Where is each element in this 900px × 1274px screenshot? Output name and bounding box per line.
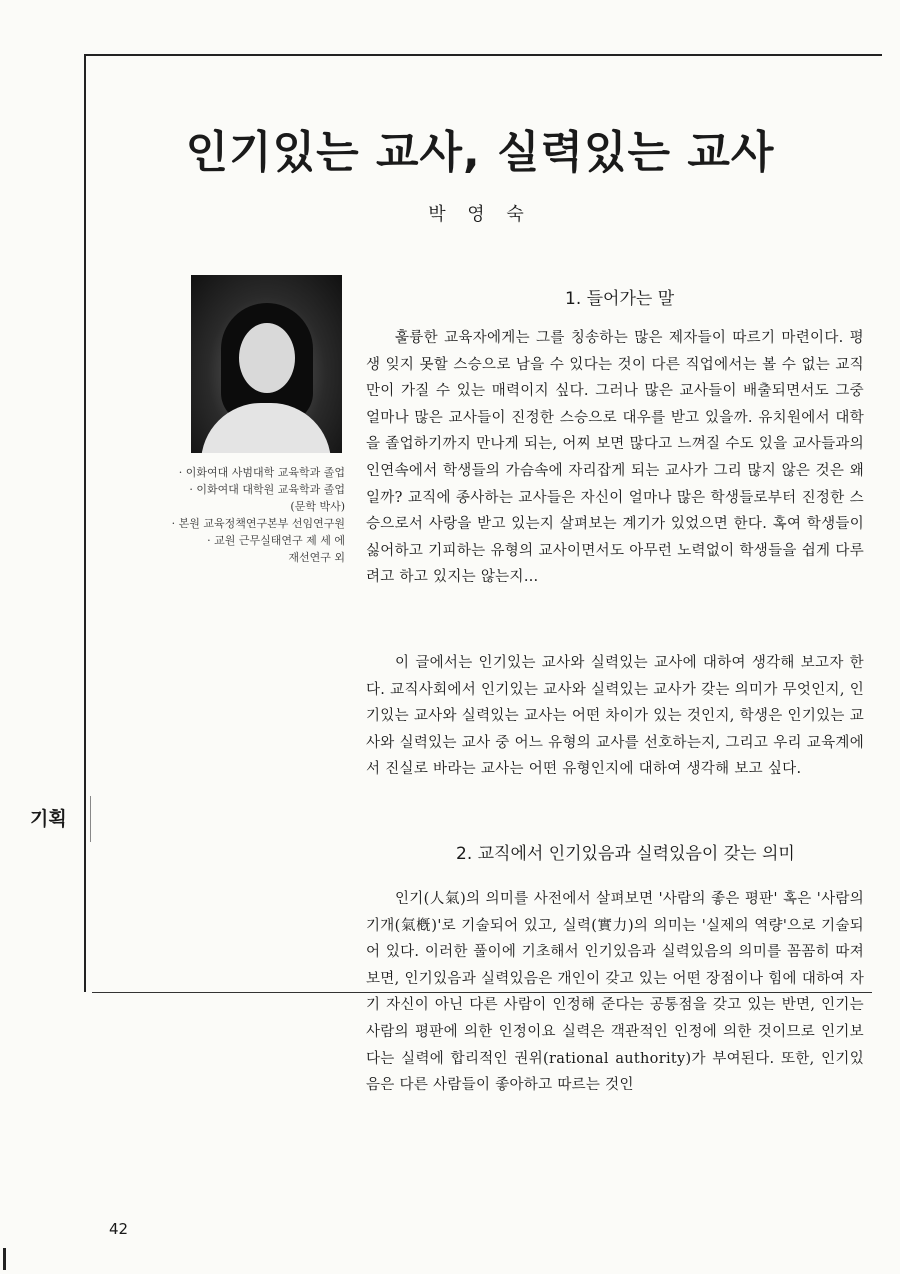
body-paragraph: 이 글에서는 인기있는 교사와 실력있는 교사에 대하여 생각해 보고자 한다. 교직사회에서 인기있는 교사와 실력있는 교사가 갖는 의미가 무엇인지, 인기있는 교사와 실력있는 교사는 어떤 차이가 있는 것인지, 학생은 인기있는 교사와 실력있는 교사 중 어느 유형의 교사를 선호하는지, 그리고 우리 교육계에서 진실로 바라는 교사는 어떤 유형인지에 대하여 생각해 보고 싶다. [366,655,864,778]
bio-line: · 이화여대 사범대학 교육학과 졸업 [178,466,345,479]
page-frame-top-rule [84,54,882,56]
bio-line: · 이화여대 대학원 교육학과 졸업 [189,483,345,496]
article-author: 박 영 숙 [428,204,532,225]
section-heading-meaning: 2. 교직에서 인기있음과 실력있음이 갖는 의미 [456,844,795,864]
bio-line: · 본원 교육정책연구본부 선임연구원 [171,517,345,530]
author-photo [191,275,342,453]
section-tab-label: 기획 [30,808,67,830]
section-heading-intro: 1. 들어가는 말 [565,289,675,309]
bio-line: (문학 박사) [290,500,345,513]
bio-line: 재선연구 외 [288,551,345,564]
section-tab-rule [90,796,91,842]
scan-edge-mark [3,1248,6,1270]
author-bio [105,464,345,566]
page-number: 42 [109,1220,129,1238]
article-title: 인기있는 교사, 실력있는 교사 [185,127,775,178]
bio-line: · 교원 근무실태연구 제 세 에 [207,534,345,547]
page-frame-left-rule [84,54,86,992]
body-paragraph: 인기(人氣)의 의미를 사전에서 살펴보면 '사람의 좋은 평판' 혹은 '사람의 기개(氣槪)'로 기술되어 있고, 실력(實力)의 의미는 '실제의 역량'으로 기술되어 있다. 이러한 풀이에 기초해서 인기있음과 실력있음의 의미를 꼼꼼히 따져 보면, 인기있음과 실력있음은 개인이 갖고 있는 어떤 장점이나 힘에 대하여 자기 자신이 아닌 다른 사람이 인정해 준다는 공통점을 갖고 있는 반면, 인기는 사람의 평판에 의한 인정이요 실력은 객관적인 인정에 의한 것이므로 인기보다는 실력에 합리적인 권위(rational authority)가 부여된다. 또한, 인기있음은 다른 사람들이 좋아하고 따르는 것인 [366,891,864,1094]
body-paragraph: 훌륭한 교육자에게는 그를 칭송하는 많은 제자들이 따르기 마련이다. 평생 잊지 못할 스승으로 남을 수 있다는 것이 다른 직업에서는 볼 수 없는 교직만이 가질 수 있는 매력이지 싶다. 그러나 많은 교사들이 배출되면서도 그중 얼마나 많은 교사들이 진정한 스승으로 대우를 받고 있을까. 유치원에서 대학을 졸업하기까지 만나게 되는, 어찌 보면 많다고 느껴질 수도 있을 교사들과의 인연속에서 학생들의 가슴속에 자리잡게 되는 교사가 그리 많지 않은 것은 왜일까? 교직에 종사하는 교사들은 자신이 얼마나 많은 학생들로부터 진정한 스승으로서 사랑을 받고 있는지 살펴보는 계기가 있었으면 한다. 혹여 학생들이 싫어하고 기피하는 유형의 교사이면서도 아무런 노력없이 학생들을 쉽게 다루려고 하고 있지는 않는지… [366,330,864,586]
